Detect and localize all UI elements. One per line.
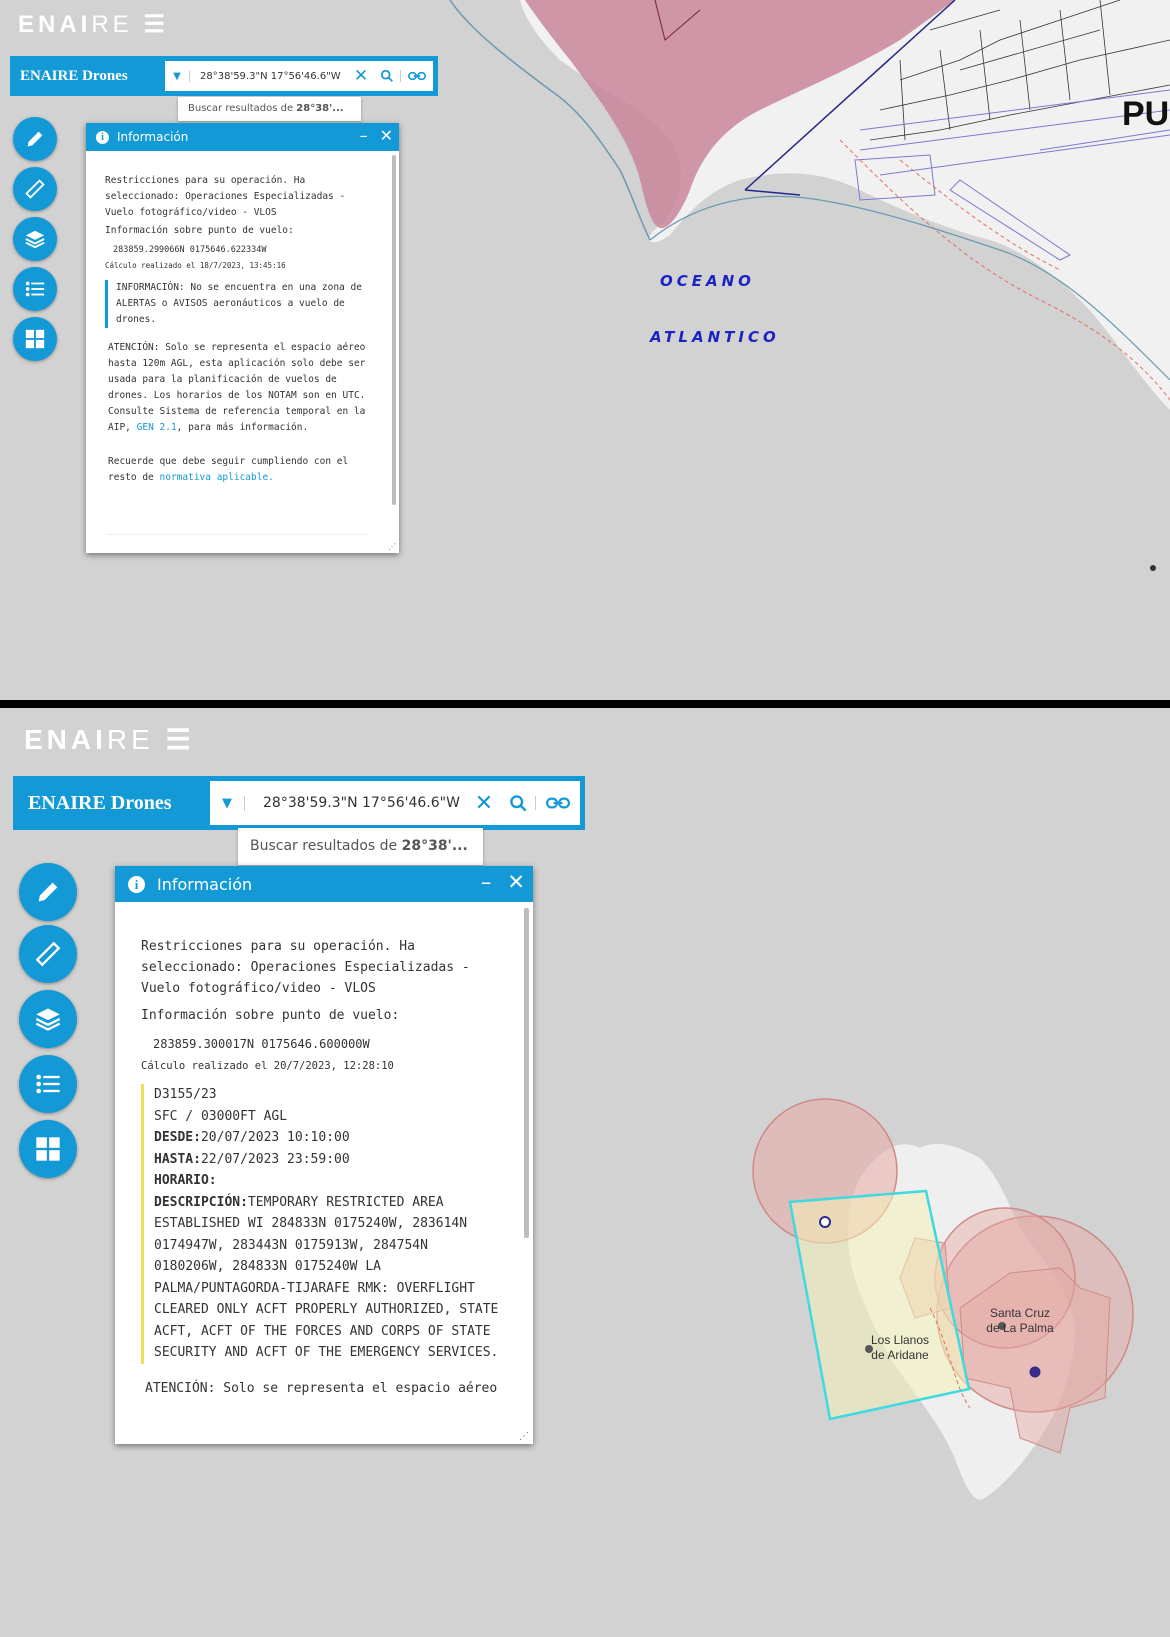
layers-icon bbox=[24, 228, 46, 250]
draw-tool-button[interactable] bbox=[13, 117, 57, 161]
search-input-2[interactable]: 28°38'59.3"N 17°56'46.6"W bbox=[263, 795, 460, 811]
basemap-tool-button-2[interactable] bbox=[19, 1120, 77, 1178]
info-window-body bbox=[105, 173, 373, 486]
list-icon-2 bbox=[34, 1070, 62, 1098]
clear-icon-2[interactable]: ✕ bbox=[474, 790, 494, 816]
ruler-icon-2 bbox=[34, 940, 62, 968]
info-note: INFORMACIÓN: No se encuentra en una zona de ALERTAS o AVISOS aeronáuticos a vuelo de drones. bbox=[105, 280, 373, 328]
search-icon-2[interactable] bbox=[501, 794, 535, 813]
aerodrome-marker-1 bbox=[820, 1217, 830, 1227]
screenshot-top bbox=[0, 0, 1170, 700]
notam-limits: SFC / 03000FT AGL bbox=[154, 1108, 288, 1124]
point-label-2: Información sobre punto de vuelo: bbox=[141, 1008, 400, 1023]
layers-tool-button[interactable] bbox=[13, 217, 57, 261]
map-dot bbox=[1150, 565, 1156, 571]
dropdown-caret-icon-2[interactable]: ▼ bbox=[210, 796, 245, 811]
resize-grip-icon-2[interactable]: ⋰ bbox=[519, 1431, 529, 1442]
calc-timestamp-2: Cálculo realizado el 20/7/2023, 12:28:10 bbox=[141, 1060, 394, 1072]
notam-desde: DESDE:20/07/2023 10:10:00 bbox=[154, 1130, 350, 1145]
scrollbar-2[interactable] bbox=[524, 908, 529, 1238]
app-name-2: ENAIRE Drones bbox=[28, 791, 172, 814]
search-box-2 bbox=[210, 781, 580, 825]
clear-icon[interactable]: ✕ bbox=[353, 66, 369, 86]
measure-tool-button-2[interactable] bbox=[19, 925, 77, 983]
logo-bars-icon-2: ☰ bbox=[153, 724, 195, 755]
town-santa-cruz: Santa Cruz de La Palma bbox=[986, 1306, 1054, 1335]
measure-tool-button[interactable] bbox=[13, 167, 57, 211]
atencion-note-2: ATENCIÓN: Solo se representa el espacio aéreo bbox=[145, 1380, 498, 1396]
info-icon: i bbox=[96, 131, 109, 144]
ocean-label-1: OCEANO bbox=[660, 272, 755, 290]
point-coordinates-2: 283859.300017N 0175646.600000W bbox=[153, 1037, 370, 1051]
info-window-header[interactable] bbox=[86, 123, 399, 151]
notam-block bbox=[141, 1084, 501, 1364]
dropdown-caret-icon[interactable]: ▼ bbox=[165, 71, 190, 82]
link-icon[interactable] bbox=[400, 70, 433, 82]
calc-timestamp: Cálculo realizado el 18/7/2023, 13:45:16 bbox=[105, 261, 286, 270]
pencil-icon bbox=[24, 128, 46, 150]
atencion-note: ATENCIÓN: Solo se representa el espacio aéreo hasta 120m AGL, esta aplicación solo debe ser usada para la planificación de vuelos de drones. Los horarios de los NOTAM son en UTC. Consulte Sistema de referencia temporal en la AIP, GEN 2.1, para más información. bbox=[108, 342, 366, 433]
layers-icon-2 bbox=[34, 1005, 62, 1033]
town-los-llanos: Los Llanos de Aridane bbox=[870, 1333, 930, 1362]
divider bbox=[106, 534, 369, 535]
pencil-icon-2 bbox=[34, 878, 62, 906]
search-icon[interactable] bbox=[374, 69, 400, 83]
town-label: PU bbox=[1122, 95, 1170, 133]
notam-id: D3155/23 bbox=[154, 1087, 217, 1102]
recuerde-note: Recuerde que debe seguir cumpliendo con el resto de normativa aplicable. bbox=[108, 456, 349, 483]
info-icon-2: i bbox=[128, 876, 145, 893]
app-name: ENAIRE Drones bbox=[20, 67, 128, 84]
list-icon bbox=[24, 278, 46, 300]
point-coordinates: 283859.299066N 0175646.622334W bbox=[113, 245, 267, 255]
info-window-title-2: Información bbox=[157, 874, 253, 894]
app-bar bbox=[10, 56, 438, 96]
aerodrome-marker-2 bbox=[1030, 1367, 1040, 1377]
minimize-icon[interactable]: – bbox=[359, 126, 368, 145]
basemap-tool-button[interactable] bbox=[13, 317, 57, 361]
link-icon-2[interactable] bbox=[535, 796, 580, 810]
grid-icon bbox=[24, 328, 46, 350]
selection-text: Restricciones para su operación. Ha seleccionado: Operaciones Especializadas - Vuelo fotográfico/video - VLOS bbox=[105, 175, 346, 218]
layers-tool-button-2[interactable] bbox=[19, 990, 77, 1048]
draw-tool-button-2[interactable] bbox=[19, 863, 77, 921]
scrollbar[interactable] bbox=[392, 155, 396, 505]
close-icon-2[interactable]: ✕ bbox=[507, 870, 525, 894]
notam-descripcion: DESCRIPCIÓN:TEMPORARY RESTRICTED AREA ESTABLISHED WI 284833N 0175240W, 283614N 0174947W, 283443N 0175913W, 284754N 0180206W, 284833N 0175240W LA PALMA/PUNTAGORDA-TIJARAFE RMK: OVERFLIGHT CLEARED ONLY ACFT PROPERLY AUTHORIZED, STATE ACFT, ACFT OF THE FORCES AND CORPS OF STATE SECURITY AND ACFT OF THE EMERGENCY SERVICES. bbox=[154, 1194, 499, 1360]
info-window-header-2[interactable] bbox=[115, 866, 533, 902]
selection-text-2: Restricciones para su operación. Ha seleccionado: Operaciones Especializadas - Vuelo fotográfico/video - VLOS bbox=[141, 939, 470, 996]
search-suggestion-2[interactable]: Buscar resultados de 28°38'... bbox=[238, 828, 483, 865]
enaire-logo: ENAIRE ☰ bbox=[18, 11, 169, 38]
legend-tool-button-2[interactable] bbox=[19, 1055, 77, 1113]
logo-bars-icon: ☰ bbox=[132, 11, 169, 38]
grid-icon-2 bbox=[34, 1135, 62, 1163]
info-window-title: Información bbox=[117, 130, 189, 144]
minimize-icon-2[interactable]: – bbox=[480, 870, 492, 894]
info-window bbox=[86, 123, 399, 553]
search-suggestion[interactable]: Buscar resultados de 28°38'... bbox=[178, 97, 361, 121]
gen-link[interactable]: GEN 2.1 bbox=[136, 422, 177, 433]
normativa-link[interactable]: normativa aplicable. bbox=[159, 472, 274, 483]
ruler-icon bbox=[24, 178, 46, 200]
info-window-2 bbox=[115, 866, 533, 1444]
screenshot-bottom bbox=[0, 708, 1170, 1637]
resize-grip-icon[interactable]: ⋰ bbox=[388, 542, 396, 551]
app-bar-2 bbox=[13, 776, 585, 830]
search-box bbox=[165, 61, 433, 91]
info-window-body-2 bbox=[141, 936, 501, 1399]
legend-tool-button[interactable] bbox=[13, 267, 57, 311]
enaire-logo-2: ENAIRE ☰ bbox=[24, 724, 195, 755]
notam-hasta: HASTA:22/07/2023 23:59:00 bbox=[154, 1151, 350, 1167]
point-label: Información sobre punto de vuelo: bbox=[105, 225, 294, 236]
notam-horario: HORARIO: bbox=[154, 1173, 217, 1188]
ocean-label-2: ATLANTICO bbox=[650, 328, 780, 346]
close-icon[interactable]: ✕ bbox=[379, 126, 393, 145]
search-input[interactable]: 28°38'59.3"N 17°56'46.6"W bbox=[200, 70, 341, 82]
boundary-line-2 bbox=[745, 190, 800, 195]
